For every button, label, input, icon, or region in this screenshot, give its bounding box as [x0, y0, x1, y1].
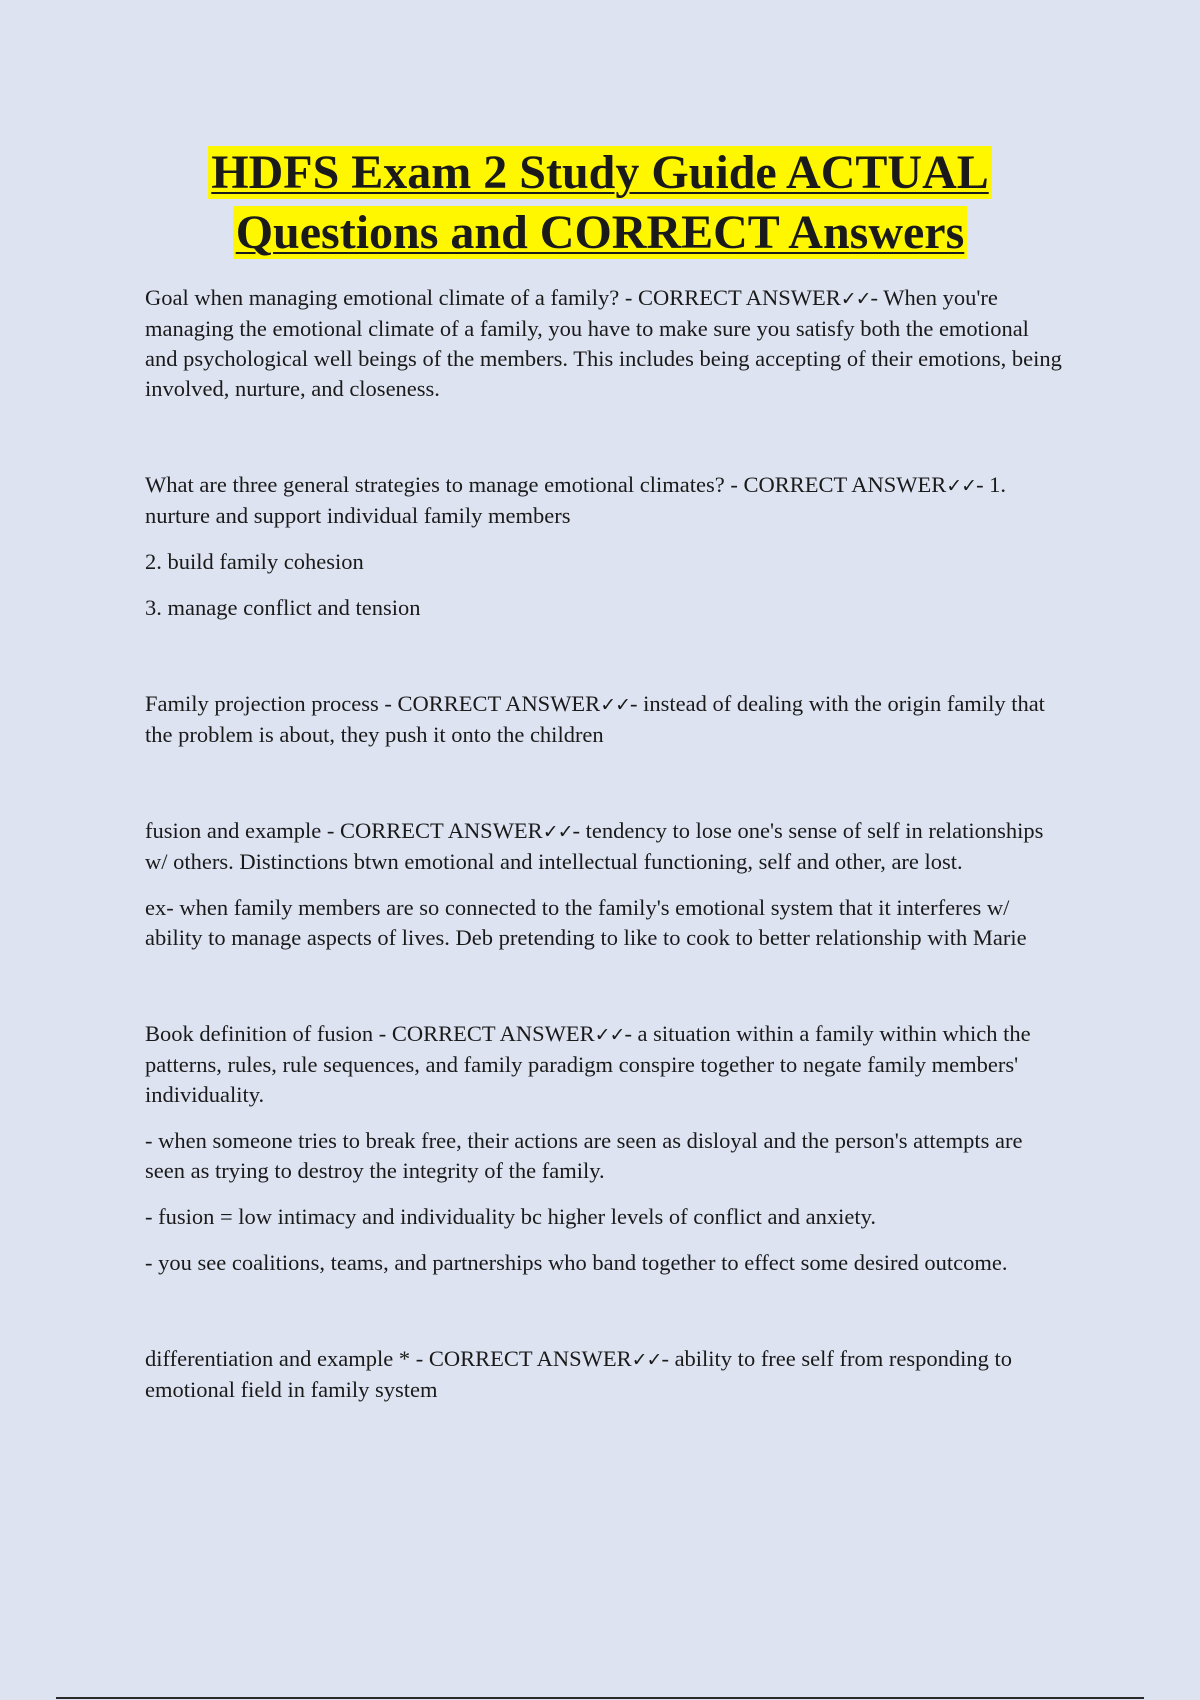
answer-paragraph: 2. build family cohesion: [145, 549, 364, 574]
qa-item: [145, 689, 1065, 750]
title-line-1: HDFS Exam 2 Study Guide ACTUAL: [208, 146, 992, 199]
qa-item: [145, 1344, 1065, 1405]
answer-text: - ability to free self from responding to emotional field in family system: [145, 1346, 1012, 1402]
question-text: Goal when managing emotional climate of a family?: [145, 285, 620, 310]
question-text: What are three general strategies to manage emotional climates?: [145, 472, 725, 497]
double-check-icon: ✓✓: [631, 1349, 662, 1371]
answer-marker: - CORRECT ANSWER: [619, 285, 841, 310]
answer-text: - 1. nurture and support individual family members: [145, 472, 1007, 528]
qa-question-answer: [145, 1019, 1065, 1110]
answer-text: - instead of dealing with the origin family that the problem is about, they push it onto the children: [145, 691, 1045, 747]
double-check-icon: ✓✓: [946, 475, 977, 497]
answer-text: - a situation within a family within which the patterns, rules, rule sequences, and family paradigm conspire together to negate family members' individuality.: [145, 1021, 1031, 1107]
double-check-icon: ✓✓: [600, 694, 631, 716]
answer-marker: - CORRECT ANSWER: [724, 472, 947, 497]
qa-question-answer: [145, 470, 1065, 531]
qa-item: [145, 283, 1065, 404]
qa-question-answer: [145, 689, 1065, 750]
question-text: Family projection process: [145, 691, 379, 716]
qa-question-answer: [145, 816, 1065, 877]
question-text: fusion and example: [145, 818, 322, 843]
page-bottom-divider: [56, 1697, 1144, 1699]
double-check-icon: ✓✓: [542, 821, 573, 843]
title-line-2: Questions and CORRECT Answers: [233, 206, 968, 259]
qa-list: [145, 283, 1065, 1405]
answer-text: - When you're managing the emotional climate of a family, you have to make sure you satisfy both the emotional and psychological well beings of the members. This includes being accepting of their emotions, being involved, nurture, and closeness.: [145, 285, 1062, 401]
answer-paragraph: - fusion = low intimacy and individuality bc higher levels of conflict and anxiety.: [145, 1204, 877, 1229]
answer-marker: - CORRECT ANSWER: [378, 691, 601, 716]
answer-marker: - CORRECT ANSWER: [321, 818, 543, 843]
qa-item: [145, 816, 1065, 953]
qa-item: [145, 1019, 1065, 1278]
answer-text: - tendency to lose one's sense of self in relationships w/ others. Distinctions btwn emotional and intellectual functioning, self and other, are lost.: [145, 818, 1044, 874]
qa-item: [145, 470, 1065, 623]
answer-paragraph: ex- when family members are so connected to the family's emotional system that it interferes w/ ability to manage aspects of lives. Deb pretending to like to cook to better relationship with Marie: [145, 895, 1027, 950]
question-text: differentiation and example *: [145, 1346, 411, 1371]
answer-marker: - CORRECT ANSWER: [373, 1021, 595, 1046]
double-check-icon: ✓✓: [594, 1024, 625, 1046]
question-text: Book definition of fusion: [145, 1021, 374, 1046]
answer-paragraph: - you see coalitions, teams, and partnerships who band together to effect some desired outcome.: [145, 1250, 1008, 1275]
answer-paragraph: - when someone tries to break free, their actions are seen as disloyal and the person's attempts are seen as trying to destroy the integrity of the family.: [145, 1128, 1023, 1183]
double-check-icon: ✓✓: [840, 288, 871, 310]
qa-question-answer: [145, 1344, 1065, 1405]
answer-marker: - CORRECT ANSWER: [410, 1346, 632, 1371]
qa-question-answer: [145, 283, 1065, 404]
answer-paragraph: 3. manage conflict and tension: [145, 595, 421, 620]
document-title: [150, 143, 1050, 263]
